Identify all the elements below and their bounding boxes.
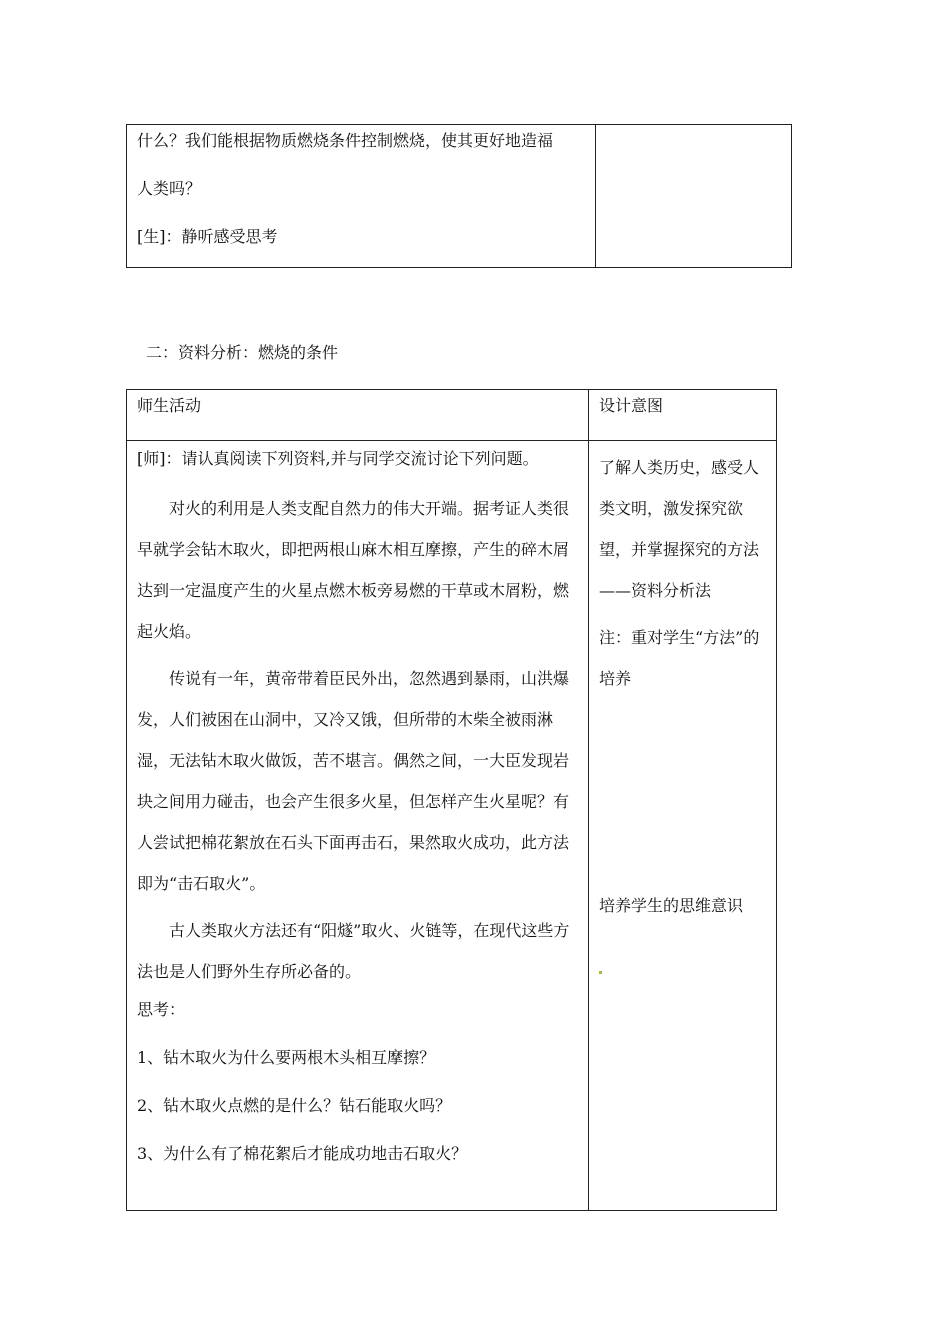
text-line: 什么？我们能根据物质燃烧条件控制燃烧，使其更好地造福: [137, 131, 554, 150]
stray-mark: [599, 971, 602, 974]
intent-text: 了解人类历史，感受人类文明，激发探究欲望，并掌握探究的方法——资料分析法: [599, 458, 760, 600]
question-item: 1、钻木取火为什么要两根木头相互摩擦？: [137, 1048, 436, 1067]
continuation-table: [126, 124, 792, 268]
intent-note: 注：重对学生“方法”的培养: [599, 628, 760, 688]
section-heading: 二：资料分析：燃烧的条件: [146, 343, 339, 362]
intent-cell: [589, 441, 777, 1211]
intent-cell: [596, 125, 792, 268]
question-item: 2、钻木取火点燃的是什么？钻石能取火吗？: [137, 1096, 452, 1115]
think-label: 思考：: [137, 1000, 186, 1019]
reading-paragraph: 古人类取火方法还有“阳燧”取火、火链等，在现代这些方法也是人们野外生存所必备的。: [137, 921, 570, 981]
intent-text: 培养学生的思维意识: [599, 896, 744, 915]
activities-cell: [127, 441, 589, 1211]
activity-cell: [127, 125, 596, 268]
header-activities: [127, 390, 589, 441]
student-response: [生]：静听感受思考: [137, 227, 278, 246]
header-label: 师生活动: [137, 396, 202, 415]
text-line: 人类吗？: [137, 179, 202, 198]
teacher-intro: [师]：请认真阅读下列资料,并与同学交流讨论下列问题。: [137, 449, 539, 468]
reading-paragraph: 对火的利用是人类支配自然力的伟大开端。据考证人类很早就学会钻木取火，即把两根山麻木相互摩擦，产生的碎木屑达到一定温度产生的火星点燃木板旁易燃的干草或木屑粉，燃起火焰。: [137, 499, 570, 641]
question-item: 3、为什么有了棉花絮后才能成功地击石取火？: [137, 1144, 468, 1163]
header-label: 设计意图: [599, 396, 664, 415]
lesson-table: [126, 389, 777, 1211]
header-intent: [589, 390, 777, 441]
reading-paragraph: 传说有一年，黄帝带着臣民外出，忽然遇到暴雨，山洪爆发，人们被困在山洞中，又冷又饿，但所带的木柴全被雨淋湿，无法钻木取火做饭，苦不堪言。偶然之间，一大臣发现岩块之间用力碰击，也会产生很多火星，但怎样产生火星呢？有人尝试把棉花絮放在石头下面再击石，果然取火成功，此方法即为“击石取火”。: [137, 669, 570, 893]
